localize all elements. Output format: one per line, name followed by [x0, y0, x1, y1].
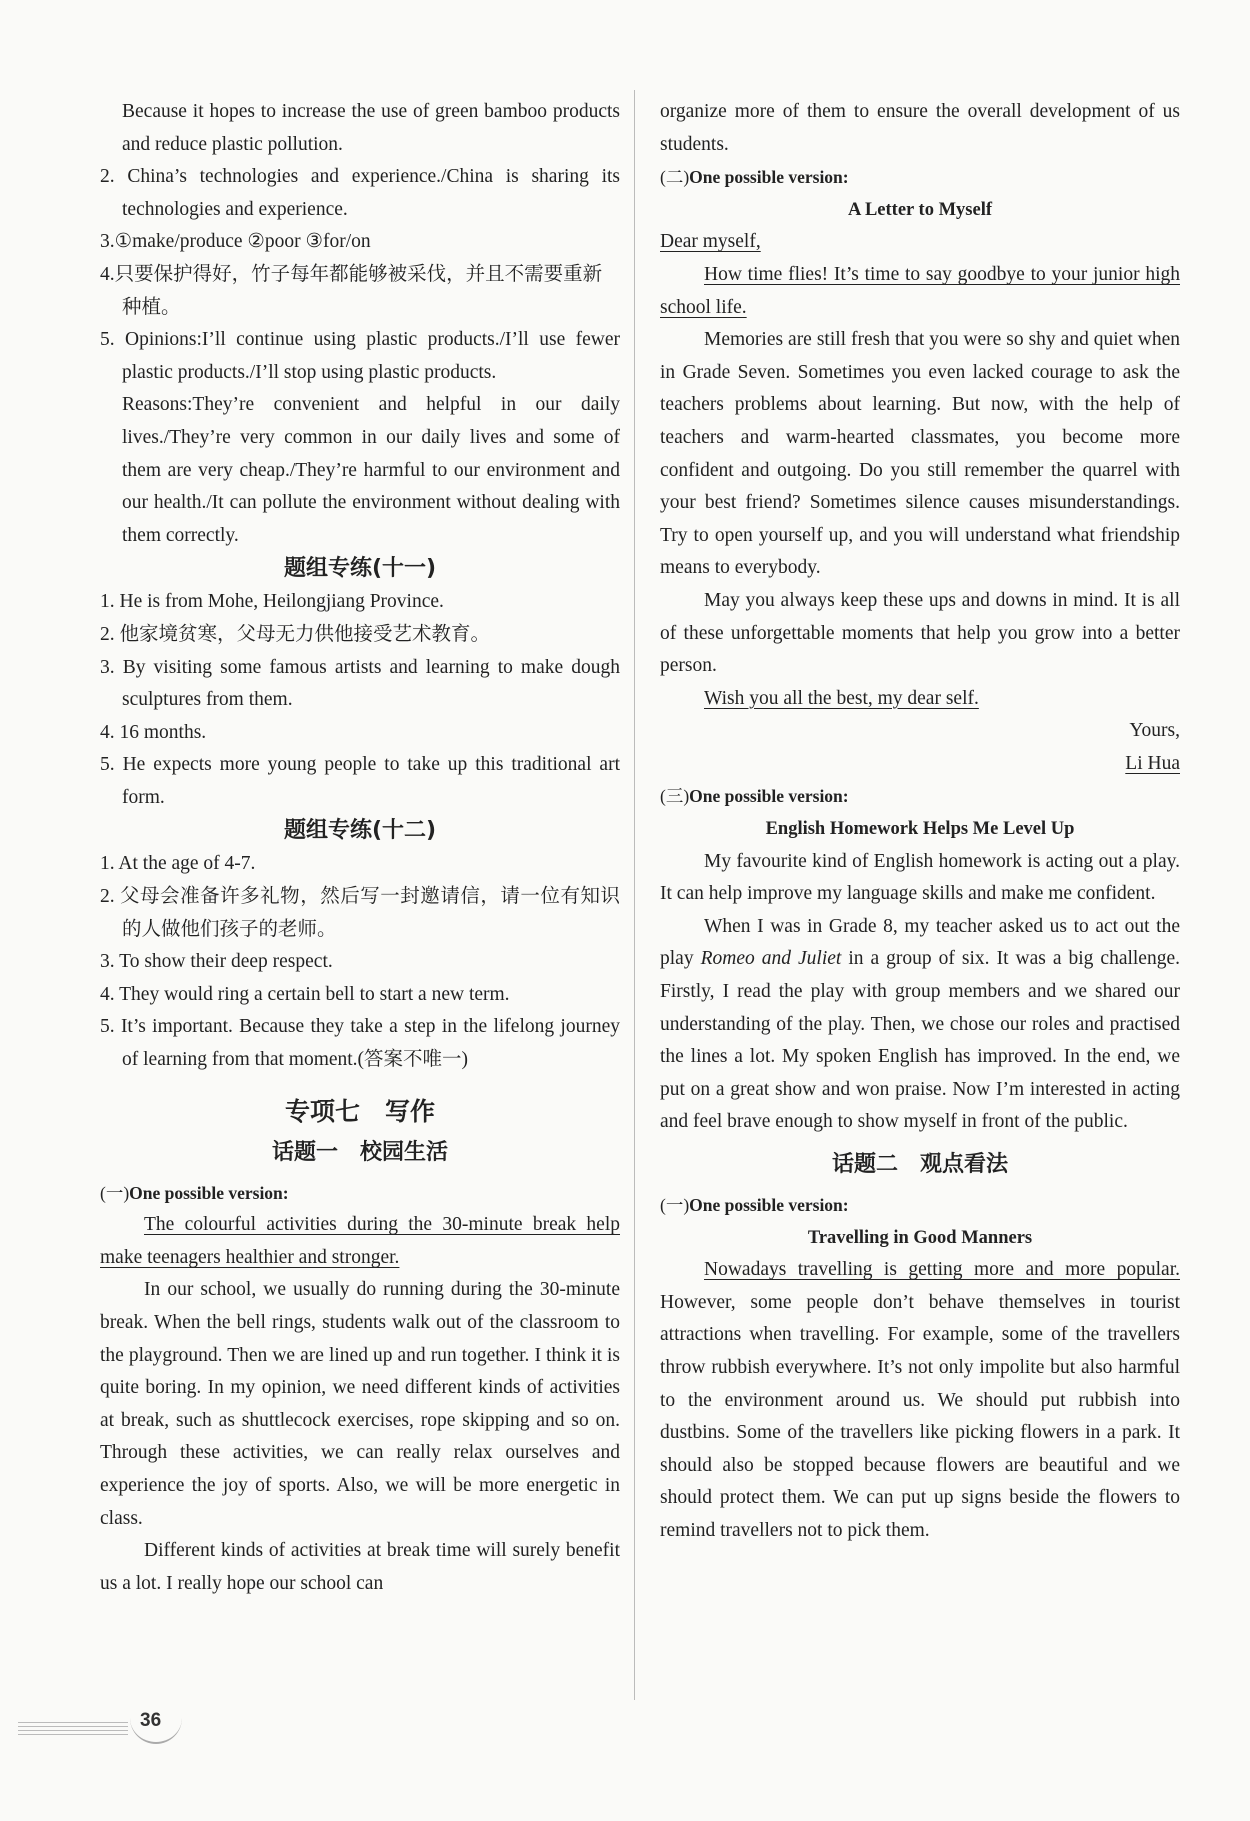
essay-1-paragraph-2: In our school, we usually do running during the 30-minute break. When the bell rings, students walk out of the classroom to the playground. Then we are lined up and run together. I think it is quite boring. In my opinion, we need different kinds of activities at break, such as shuttlecock exercises, rope skipping and so on. Through these activities, we can really relax ourselves and experience the joy of sports. Also, we will be more energetic in class.	[100, 1279, 620, 1529]
essay-2-paragraph-2: Memories are still fresh that you were so shy and quiet when in Grade Seven. Sometimes you even lacked courage to ask the teachers problems about learning. But now, with the help of teachers and warm-hearted classmates, you become more confident and outgoing. Do you still remember the quarrel with your best friend? Sometimes silence causes misunderstandings. Try to open yourself up, and you will understand what friendship means to everybody.	[660, 329, 1180, 579]
answer-4: 4.只要保护得好，竹子每年都能够被采伐，并且不需要重新种植。	[100, 263, 603, 318]
answer-5-reasons: Reasons:They’re convenient and helpful in our daily lives./They’re very common in our daily lives and some of them are very cheap./They’re harmful to our environment and our health./It can pollute the environment without dealing with them correctly.	[122, 394, 620, 546]
section-title: 专项七 写作	[284, 1096, 435, 1126]
essay-1-paragraph-3-continued: organize more of them to ensure the overall development of us students.	[660, 101, 1180, 155]
group-12-answer-2: 2. 父母会准备许多礼物，然后写一封邀请信，请一位有知识的人做他们孩子的老师。	[100, 886, 620, 940]
group-11-answer-1: 1. He is from Mohe, Heilongjiang Province.	[100, 591, 444, 613]
group-11-answer-3: 3. By visiting some famous artists and learning to make dough sculptures from them.	[100, 656, 620, 711]
answer-intro: Because it hopes to increase the use of green bamboo products and reduce plastic pollution.	[122, 101, 620, 155]
essay-1-paragraph-3: Different kinds of activities at break time will surely benefit us a lot. I really hope our school can	[100, 1540, 620, 1594]
answer-5-opinions: 5. Opinions:I’ll continue using plastic products./I’ll use fewer plastic products./I’ll stop using plastic products.	[100, 329, 620, 383]
essay-2-closing: Yours,	[1129, 720, 1180, 742]
page-number-decoration	[18, 1722, 128, 1736]
group-12-title: 题组专练(十二)	[283, 818, 437, 844]
essay-2-paragraph-3: May you always keep these ups and downs in mind. It is all of these unforgettable moments that help you grow into a better person.	[660, 589, 1180, 677]
essay-2-signature: Li Hua	[1125, 752, 1180, 774]
essay-3-title: English Homework Helps Me Level Up	[765, 819, 1075, 840]
column-divider	[634, 90, 635, 1700]
group-11-title: 题组专练(十一)	[283, 556, 437, 582]
essay-2-paragraph-1: How time flies! It’s time to say goodbye to your junior high school life.	[660, 263, 1180, 318]
group-11-answer-4: 4. 16 months.	[100, 721, 207, 743]
essay-2-title: A Letter to Myself	[847, 199, 992, 220]
essay-3-paragraph-2: When I was in Grade 8, my teacher asked us to act out the play Romeo and Juliet in a group of six. It was a big challenge. Firstly, I read the play with group members and we shared our understanding of the play. Then, we chose our roles and practised the lines a lot. My spoken English has improved. In the end, we put on a great show and won praise. Now I’m interested in acting and feel brave enough to show myself in front of the public.	[660, 915, 1180, 1133]
version-4-label: (一)One possible version:	[660, 1195, 849, 1215]
version-3-label: (三)One possible version:	[660, 786, 849, 807]
version-1-label: (一)One possible version:	[100, 1182, 289, 1203]
essay-2-paragraph-4: Wish you all the best, my dear self.	[704, 687, 979, 709]
group-12-answer-4: 4. They would ring a certain bell to start a new term.	[100, 983, 510, 1005]
page-number: 36	[140, 1710, 162, 1731]
essay-1-paragraph-1: The colourful activities during the 30-minute break help make teenagers healthier and stronger.	[100, 1214, 620, 1268]
answer-2: 2. China’s technologies and experience./China is sharing its technologies and experience.	[100, 166, 620, 220]
right-column	[660, 96, 1180, 1548]
group-11-answer-5: 5. He expects more young people to take up this traditional art form.	[100, 754, 620, 808]
version-2-label: (二)One possible version:	[660, 167, 849, 188]
essay-3-paragraph-1: My favourite kind of English homework is acting out a play. It can help improve my language skills and make me confident.	[660, 850, 1180, 905]
topic-2-title: 话题二 观点看法	[831, 1152, 1008, 1177]
group-12-answer-5: 5. It’s important. Because they take a step in the lifelong journey of learning from that moment.(答案不唯一)	[100, 1016, 620, 1071]
group-11-answer-2: 2. 他家境贫寒，父母无力供他接受艺术教育。	[100, 623, 491, 645]
group-12-answer-1: 1. At the age of 4-7.	[100, 853, 256, 875]
group-12-answer-3: 3. To show their deep respect.	[100, 951, 333, 973]
topic-1-title: 话题一 校园生活	[271, 1139, 448, 1165]
essay-4-title: Travelling in Good Manners	[807, 1227, 1033, 1248]
left-column	[100, 96, 620, 1600]
essay-2-salutation: Dear myself,	[660, 231, 761, 253]
essay-4-paragraph-1: Nowadays travelling is getting more and more popular. However, some people don’t behave themselves in tourist attractions when travelling. For example, some of the travellers throw rubbish everywhere. It’s not only impolite but also harmful to the environment around us. We should put rubbish into dustbins. Some of the travellers like picking flowers in a park. It should also be stopped because flowers are beautiful and we should protect them. We can put up signs beside the flowers to remind travellers not to pick them.	[660, 1259, 1180, 1541]
answer-3: 3.①make/produce ②poor ③for/on	[100, 231, 371, 253]
